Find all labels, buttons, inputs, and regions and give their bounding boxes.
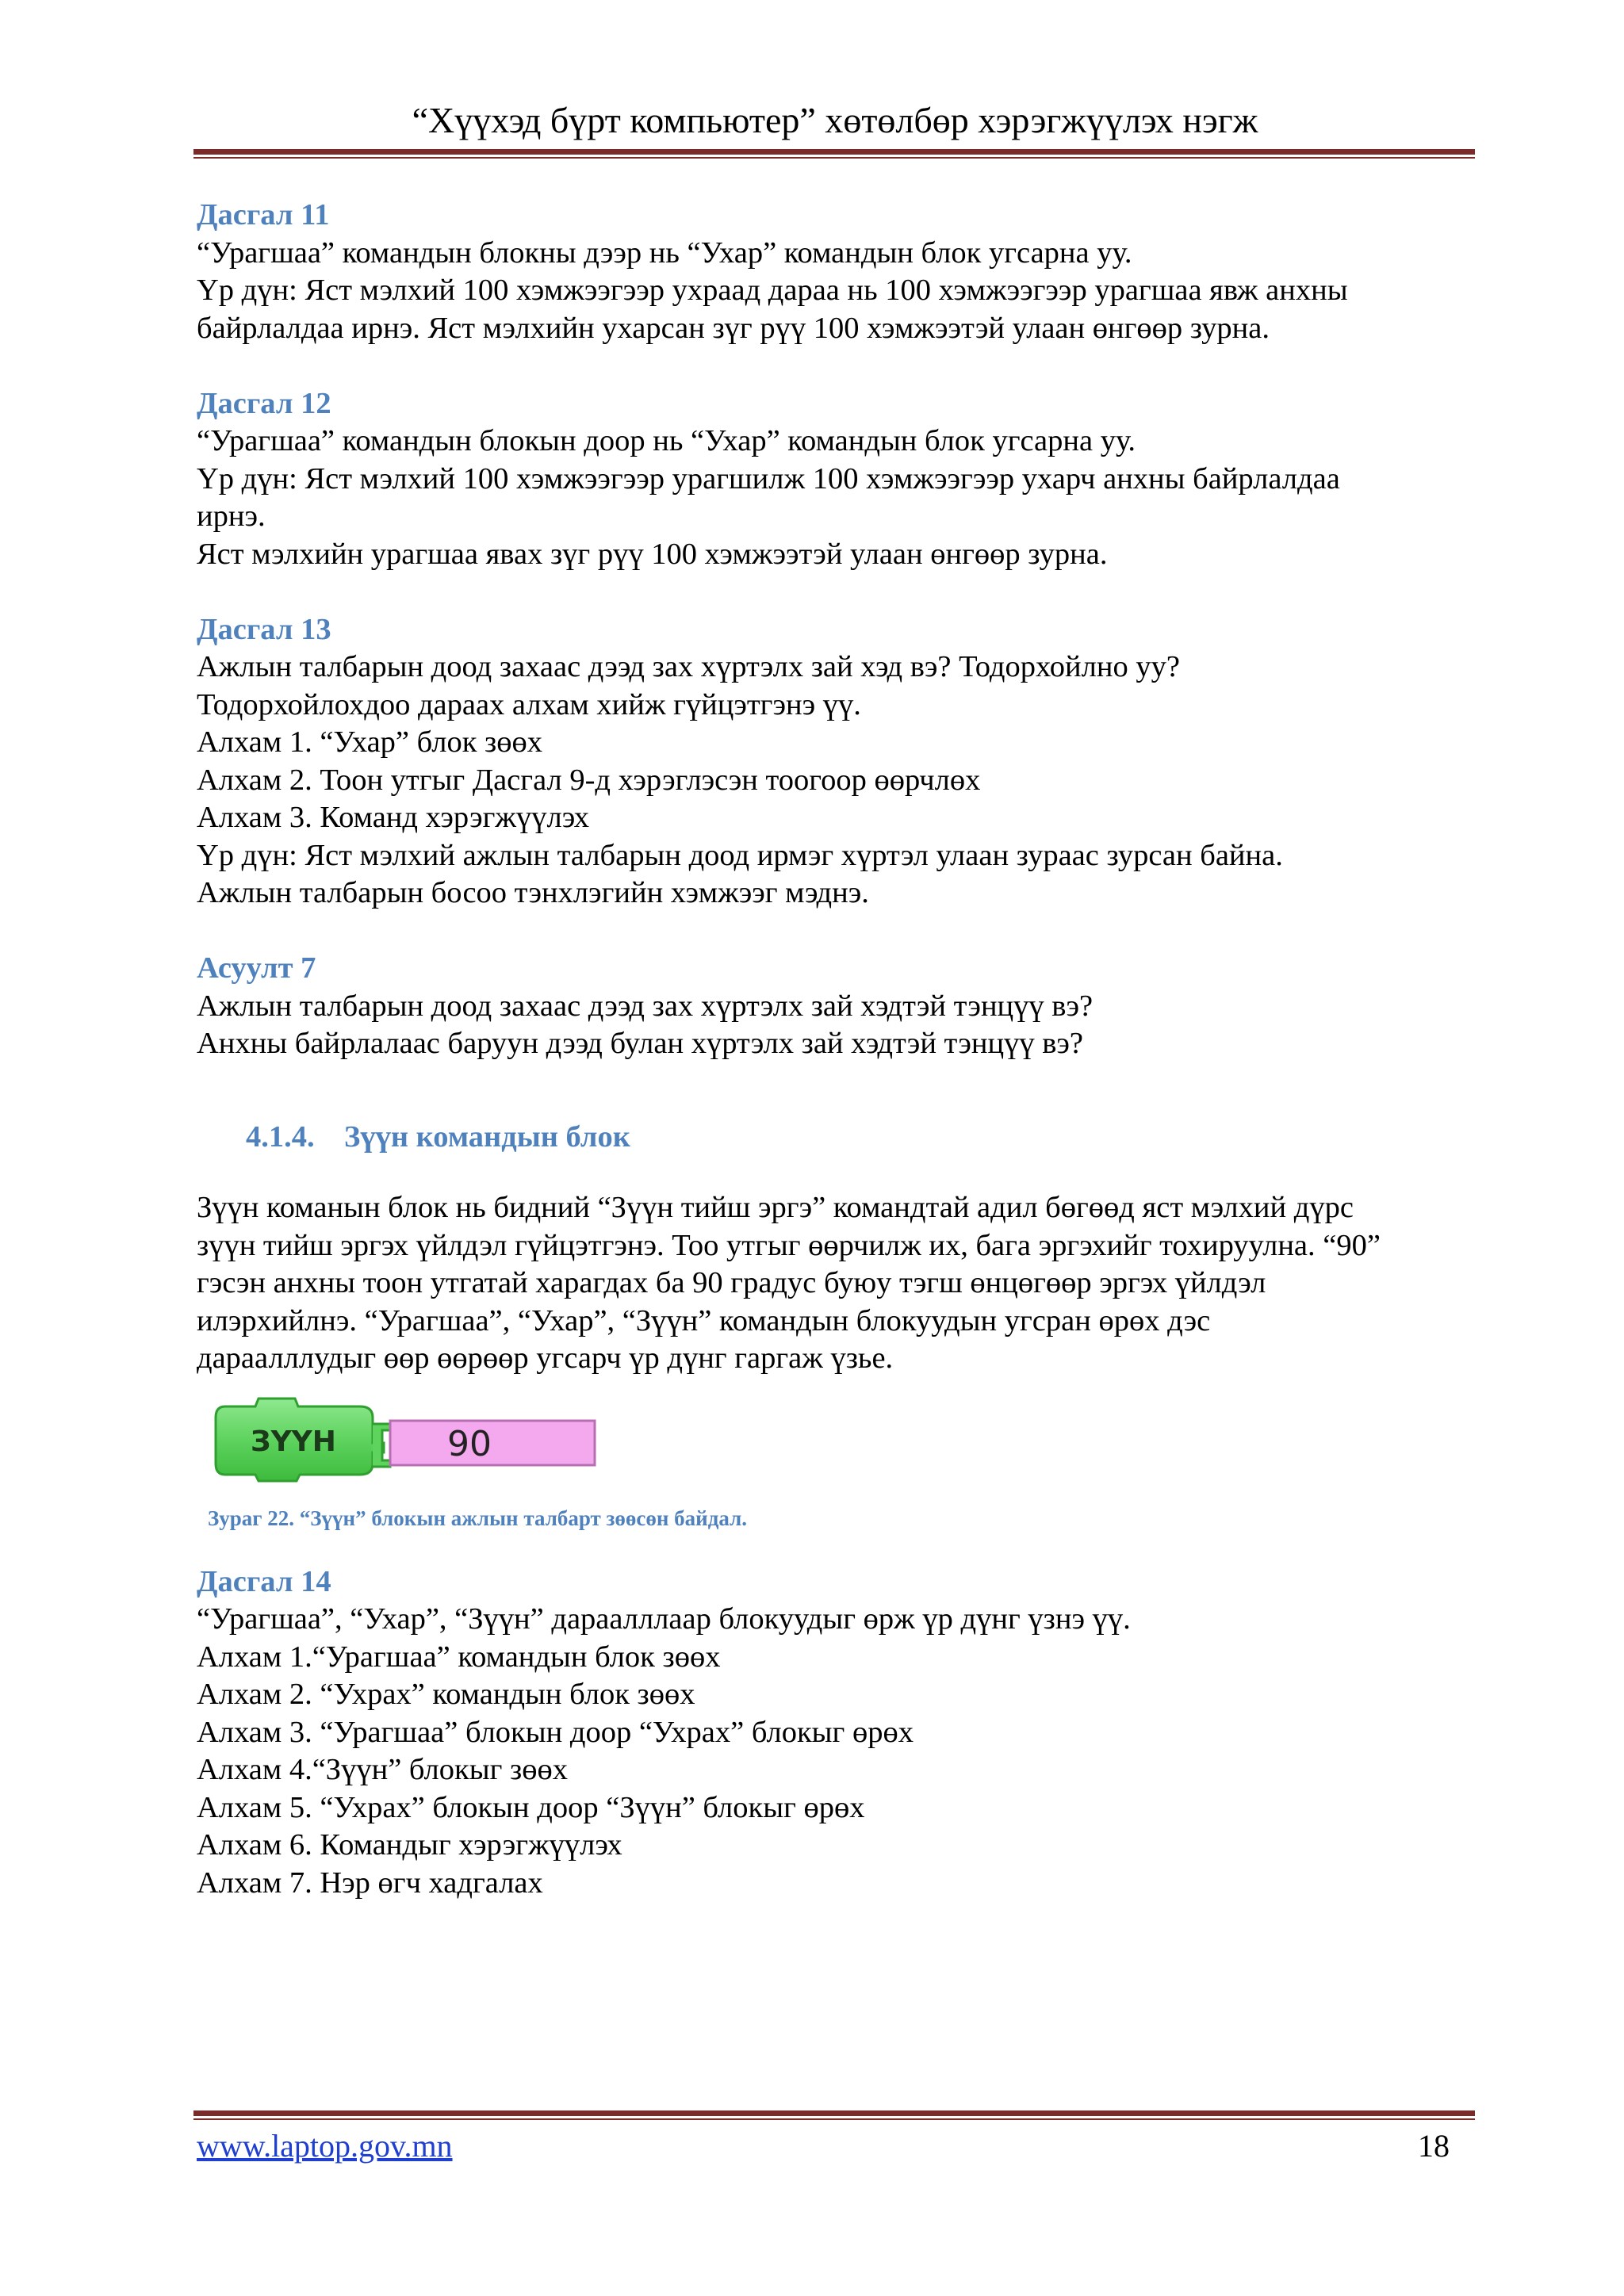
text-line: “Урагшаа” командын блокны дээр нь “Ухар” командын блок угсарна уу. xyxy=(197,235,1132,270)
text-line: Ажлын талбарын босоо тэнхлэгийн хэмжээг мэднэ. xyxy=(197,876,869,909)
text-line: Яст мэлхийн урагшаа явах зүг рүү 100 хэмжээтэй улаан өнгөөр зурна. xyxy=(197,537,1108,571)
exercise-14 xyxy=(197,1563,1473,1903)
text-line: Үр дүн: Яст мэлхий 100 хэмжээгээр урагшилж 100 хэмжээгээр ухарч анхны байрлалдаа xyxy=(197,461,1340,496)
footer-website-link[interactable]: www.laptop.gov.mn xyxy=(197,2128,453,2164)
question-7 xyxy=(197,950,1473,1063)
exercise-11 xyxy=(197,197,1473,347)
page-header-title: “Хүүхэд бүрт компьютер” хөтөлбөр хэрэгжүүлэх нэгж xyxy=(412,100,1258,140)
page-number: 18 xyxy=(1418,2128,1450,2164)
text-line: Алхам 1.“Урагшаа” командын блок зөөх xyxy=(197,1640,721,1674)
subsection-number: 4.1.4. xyxy=(246,1119,315,1154)
exercise-12 xyxy=(197,385,1473,574)
text-line: Алхам 5. “Ухрах” блокын доор “Зүүн” блокыг өрөх xyxy=(197,1790,865,1824)
header-divider xyxy=(193,149,1475,159)
intro-paragraph xyxy=(197,1189,1473,1378)
section-heading: Дасгал 14 xyxy=(197,1564,331,1598)
subsection-title: Зүүн командын блок xyxy=(344,1119,630,1154)
section-heading: Дасгал 11 xyxy=(197,198,330,232)
text-line: илэрхийлнэ. “Урагшаа”, “Ухар”, “Зүүн” командын блокуудын угсран өрөх дэс xyxy=(197,1303,1211,1337)
exercise-13 xyxy=(197,611,1473,913)
text-line: Тодорхойлохдоо дараах алхам хийж гүйцэтгэнэ үү. xyxy=(197,687,861,721)
text-line: Алхам 2. “Ухрах” командын блок зөөх xyxy=(197,1678,695,1711)
text-line: Үр дүн: Яст мэлхий 100 хэмжээгээр ухраад дараа нь 100 хэмжээгээр урагшаа явж анхны xyxy=(197,274,1348,307)
section-heading: Дасгал 12 xyxy=(197,386,331,420)
subsection-heading xyxy=(197,1119,1473,1157)
text-line: Алхам 3. Команд хэрэгжүүлэх xyxy=(197,801,589,834)
section-heading: Дасгал 13 xyxy=(197,612,331,646)
text-line: “Урагшаа”, “Ухар”, “Зүүн” дараалллаар блокуудыг өрж үр дүнг үзнэ үү. xyxy=(197,1602,1131,1636)
text-line: гэсэн анхны тоон утгатай харагдах ба 90 градус буюу тэгш өнцөгөөр эргэх үйлдэл xyxy=(197,1266,1266,1299)
text-line: Алхам 3. “Урагшаа” блокын доор “Ухрах” блокыг өрөх xyxy=(197,1715,914,1749)
text-line: Үр дүн: Яст мэлхий ажлын талбарын доод ирмэг хүртэл улаан зураас зурсан байна. xyxy=(197,838,1283,872)
left-block-figure xyxy=(197,1384,1473,1505)
block-label: ЗҮҮН xyxy=(251,1425,336,1458)
block-value-input xyxy=(390,1421,595,1465)
footer-divider xyxy=(193,2110,1475,2120)
text-line: Алхам 6. Командыг хэрэгжүүлэх xyxy=(197,1828,622,1862)
text-line: “Урагшаа” командын блокын доор нь “Ухар” командын блок угсарна уу. xyxy=(197,424,1136,457)
text-line: Алхам 2. Тоон утгыг Дасгал 9-д хэрэглэсэн тоогоор өөрчлөх xyxy=(197,763,981,797)
text-line: Алхам 7. Нэр өгч хадгалах xyxy=(197,1866,543,1900)
text-line: Алхам 4.“Зүүн” блокыг зөөх xyxy=(197,1753,568,1786)
section-heading: Асуулт 7 xyxy=(197,951,316,985)
text-line: Анхны байрлалаас баруун дээд булан хүртэлх зай хэдтэй тэнцүү вэ? xyxy=(197,1027,1083,1060)
text-line: байрлалдаа ирнэ. Яст мэлхийн ухарсан зүг рүү 100 хэмжээтэй улаан өнгөөр зурна. xyxy=(197,311,1270,345)
text-line: Ажлын талбарын доод захаас дээд зах хүртэлх зай хэд вэ? Тодорхойлно уу? xyxy=(197,650,1180,683)
text-line: ирнэ. xyxy=(197,499,266,533)
text-line: Зүүн команын блок нь бидний “Зүүн тийш эргэ” командтай адил бөгөөд яст мэлхий дүрс xyxy=(197,1191,1354,1224)
block-value: 90 xyxy=(447,1423,492,1464)
page-content xyxy=(197,197,1473,1902)
text-line: дараалллудыг өөр өөрөөр угсарч үр дүнг гаргаж үзье. xyxy=(197,1341,894,1375)
left-command-block xyxy=(209,1384,638,1503)
figure-caption: Зураг 22. “Зүүн” блокын ажлын талбарт зөөсөн байдал. xyxy=(208,1506,748,1530)
block-connector xyxy=(373,1424,390,1467)
text-line: Алхам 1. “Ухар” блок зөөх xyxy=(197,725,543,759)
text-line: зүүн тийш эргэх үйлдэл гүйцэтгэнэ. Тоо утгыг өөрчилж их, бага эргэхийг тохируулна. “90” xyxy=(197,1228,1381,1262)
text-line: Ажлын талбарын доод захаас дээд зах хүртэлх зай хэдтэй тэнцүү вэ? xyxy=(197,989,1094,1023)
